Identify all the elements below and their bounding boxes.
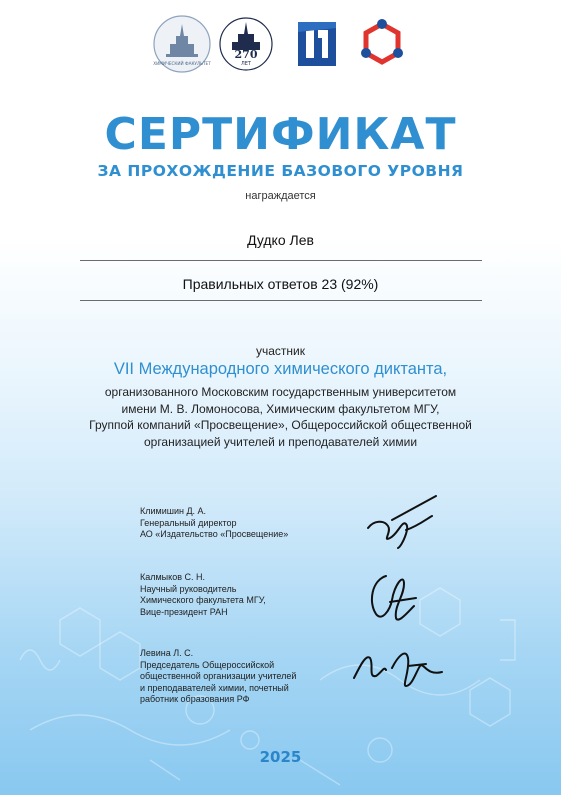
signature-kalmykov xyxy=(364,566,420,628)
signature-levina xyxy=(346,636,446,694)
signatory-line: Калмыков С. Н. xyxy=(140,572,205,582)
signatory-line: Климишин Д. А. xyxy=(140,506,207,516)
name-underline xyxy=(80,260,482,261)
organizers-description xyxy=(60,384,501,450)
description-line: организацией учителей и преподавателей химии xyxy=(143,434,418,449)
signatory-line: Вице-президент РАН xyxy=(140,606,228,617)
description-line: Группой компаний «Просвещение», Общероссийской общественной xyxy=(89,418,472,432)
answers-underline xyxy=(80,300,482,301)
signatory-line: Левина Л. С. xyxy=(140,648,194,658)
logo-row xyxy=(0,14,561,76)
certificate-subtitle: ЗА ПРОХОЖДЕНИЕ БАЗОВОГО УРОВНЯ xyxy=(97,162,464,180)
certificate-year: 2025 xyxy=(259,748,302,766)
teachers-organization-logo xyxy=(358,18,406,70)
signatory-line: АО «Издательство «Просвещение» xyxy=(140,529,289,539)
signatory-line: общественной организации учителей xyxy=(140,671,297,681)
prosveshchenie-logo xyxy=(296,18,338,70)
event-name: VII Международного химического диктанта, xyxy=(113,360,448,378)
signatory-line: Генеральный директор xyxy=(140,517,237,528)
certificate-title: СЕРТИФИКАТ xyxy=(104,109,457,160)
signatory-line: Председатель Общероссийской xyxy=(140,659,275,670)
description-line: имени М. В. Ломоносова, Химическим факультетом МГУ, xyxy=(121,401,440,416)
awarded-label: награждается xyxy=(245,190,316,202)
signatory-line: работник образования РФ xyxy=(140,694,250,704)
description-line: организованного Московским государственным университетом xyxy=(104,385,457,399)
anniversary-word: ЛЕТ xyxy=(241,61,251,67)
recipient-name: Дудко Лев xyxy=(247,232,314,248)
signatory-line: Химического факультета МГУ, xyxy=(140,595,266,605)
msu-logo-text: ХИМИЧЕСКИЙ ФАКУЛЬТЕТ xyxy=(153,61,211,66)
participant-label: участник xyxy=(255,344,305,358)
msu-chemistry-logo xyxy=(152,14,212,74)
signature-klimishin xyxy=(362,490,444,552)
correct-answers: Правильных ответов 23 (92%) xyxy=(182,276,379,292)
msu-270-anniversary-logo xyxy=(218,14,274,74)
signatory-line: Научный руководитель xyxy=(140,583,237,594)
signatory-klimishin xyxy=(140,506,360,541)
signatory-kalmykov xyxy=(140,572,360,618)
anniversary-number: 270 xyxy=(234,48,258,61)
signatory-line: и преподавателей химии, почетный xyxy=(140,682,289,693)
signatory-levina xyxy=(140,648,360,706)
